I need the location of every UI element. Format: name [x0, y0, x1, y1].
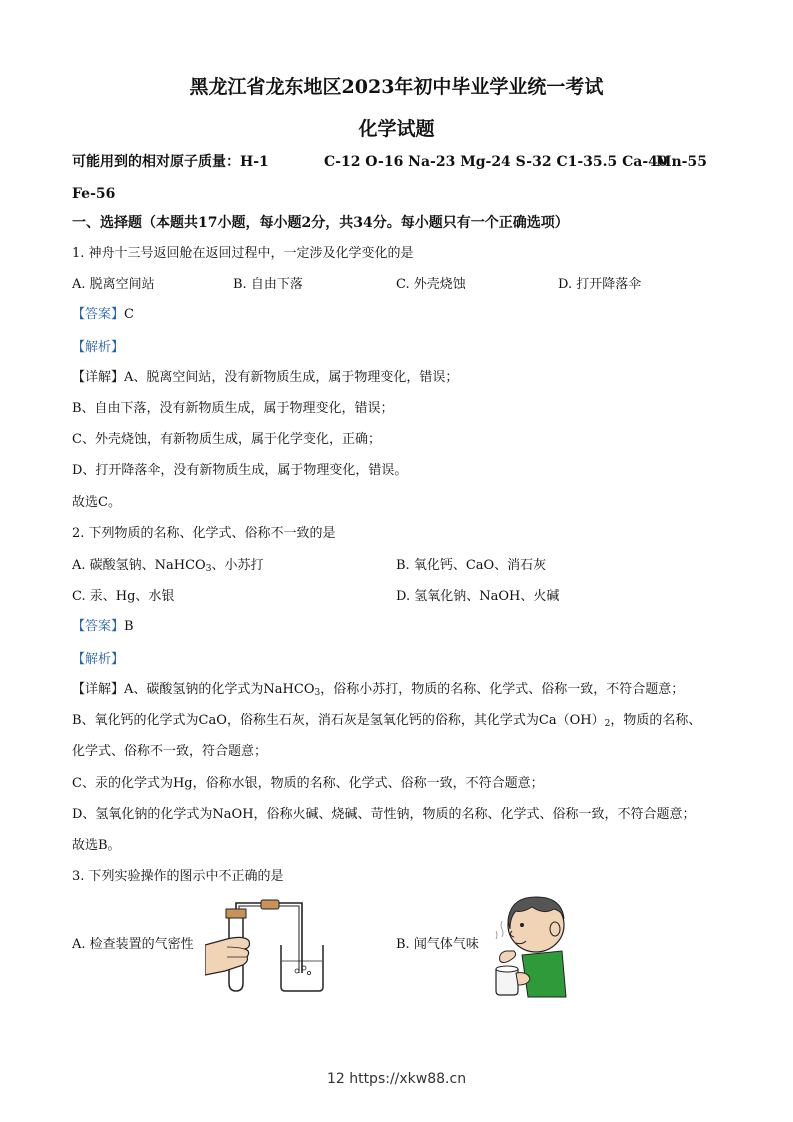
subscript: 3	[205, 564, 212, 574]
exam-title: 黑龙江省龙东地区2023年初中毕业学业统一考试	[189, 76, 604, 98]
q1-option-b: B. 自由下落	[233, 277, 303, 292]
q1-option-a: A. 脱离空间站	[72, 277, 155, 292]
q1-detail-d: D、打开降落伞，没有新物质生成，属于物理变化，错误。	[72, 463, 408, 478]
atomic-mass-label: 可能用到的相对原子质量：H-1	[72, 154, 269, 170]
q2-detail-d: D、氢氧化钠的化学式为NaOH，俗称火碱、烧碱、苛性钠，物质的名称、化学式、俗称一致，不符合题意；	[72, 807, 696, 822]
answer-value: B	[124, 619, 134, 634]
q2-option-b: B. 氧化钙、CaO、消石灰	[396, 558, 547, 573]
q1-detail-a	[72, 369, 458, 387]
q2-detail-a	[72, 681, 684, 702]
q1-option-c: C. 外壳烧蚀	[396, 277, 466, 292]
q1-conclusion: 故选C。	[72, 495, 121, 510]
text: A、碳酸氢钠的化学式为NaHCO	[124, 682, 315, 697]
text: A. 碳酸氢钠、NaHCO	[72, 558, 206, 573]
section-heading: 一、选择题（本题共17小题，每小题2分，共34分。每小题只有一个正确选项）	[72, 215, 569, 231]
detail-tag: 【详解】	[72, 370, 125, 385]
text: 、小苏打	[211, 558, 264, 573]
text: ，俗称小苏打，物质的名称、化学式、俗称一致，不符合题意；	[320, 682, 685, 697]
subscript: 2	[604, 719, 611, 729]
q1-option-d: D. 打开降落伞	[558, 277, 642, 292]
answer-tag: 【答案】	[72, 307, 125, 322]
q2-answer	[72, 618, 134, 636]
q1-stem: 1. 神舟十三号返回舱在返回过程中，一定涉及化学变化的是	[72, 246, 414, 261]
q3-option-b: B. 闻气体气味	[396, 937, 479, 952]
q1-answer	[72, 306, 134, 324]
atomic-mass-mn: Mn-55	[656, 154, 707, 170]
q2-analysis-tag: 【解析】	[72, 652, 125, 667]
q2-option-d: D. 氢氧化钠、NaOH、火碱	[396, 589, 560, 604]
airtightness-apparatus-figure	[205, 895, 330, 995]
page-footer: 12 https://xkw88.cn	[326, 1071, 467, 1087]
q2-detail-c: C、汞的化学式为Hg，俗称水银，物质的名称、化学式、俗称一致，不符合题意；	[72, 776, 544, 791]
detail-text: A、脱离空间站，没有新物质生成，属于物理变化，错误；	[124, 370, 459, 385]
atomic-mass-fe: Fe-56	[72, 186, 116, 202]
atomic-mass-values: C-12 O-16 Na-23 Mg-24 S-32 C1-35.5 Ca-40	[324, 154, 668, 170]
answer-tag: 【答案】	[72, 619, 125, 634]
answer-value: C	[124, 307, 134, 322]
q3-stem: 3. 下列实验操作的图示中不正确的是	[72, 869, 284, 884]
text: ，物质的名称、	[610, 713, 702, 728]
q1-detail-c: C、外壳烧蚀，有新物质生成，属于化学变化，正确；	[72, 432, 381, 447]
subscript: 3	[314, 688, 321, 698]
q2-option-a	[72, 557, 263, 578]
q3-option-a: A. 检查装置的气密性	[72, 937, 194, 952]
exam-subtitle: 化学试题	[358, 118, 435, 140]
smell-gas-figure	[492, 893, 572, 998]
q1-detail-b: B、自由下落，没有新物质生成，属于物理变化，错误；	[72, 401, 394, 416]
q2-stem: 2. 下列物质的名称、化学式、俗称不一致的是	[72, 526, 336, 541]
q1-analysis-tag: 【解析】	[72, 340, 125, 355]
q2-detail-b-cont: 化学式、俗称不一致，符合题意；	[72, 744, 268, 759]
detail-tag: 【详解】	[72, 682, 125, 697]
q2-detail-b	[72, 712, 701, 733]
text: B、氧化钙的化学式为CaO，俗称生石灰，消石灰是氢氧化钙的俗称，其化学式为Ca（OH）	[72, 713, 605, 728]
q2-option-c: C. 汞、Hg、水银	[72, 589, 175, 604]
q2-conclusion: 故选B。	[72, 838, 121, 853]
